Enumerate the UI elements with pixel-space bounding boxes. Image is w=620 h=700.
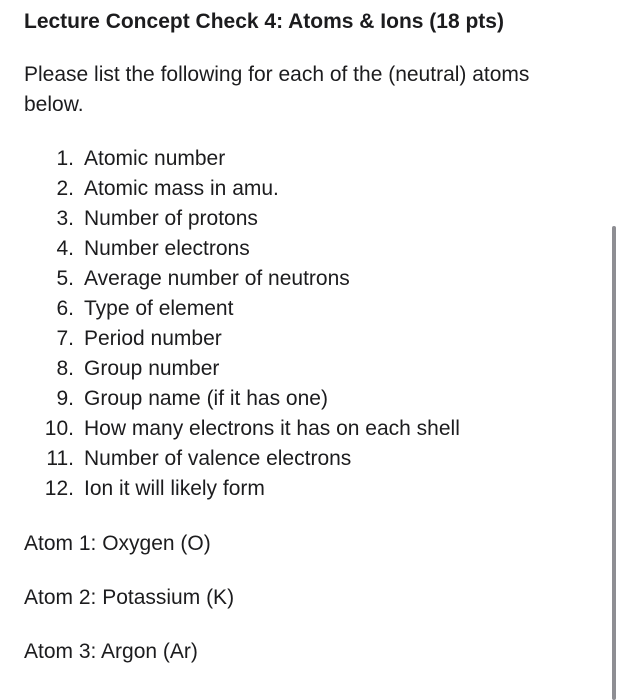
list-number: 8. xyxy=(56,357,74,380)
atom-1-heading: Atom 1: Oxygen (O) xyxy=(24,532,211,555)
list-text: Type of element xyxy=(84,297,234,320)
list-number: 4. xyxy=(56,237,74,260)
list-number: 6. xyxy=(56,297,74,320)
list-text: Average number of neutrons xyxy=(84,267,350,290)
list-text: How many electrons it has on each shell xyxy=(84,417,460,440)
list-number: 7. xyxy=(56,327,74,350)
list-text: Group number xyxy=(84,357,220,380)
vertical-scrollbar[interactable] xyxy=(612,226,616,700)
intro-text: Please list the following for each of the (neutral) atoms below. xyxy=(24,63,530,116)
list-item xyxy=(24,144,460,174)
list-number: 11. xyxy=(46,447,74,470)
list-item xyxy=(24,354,460,384)
list-item xyxy=(24,294,460,324)
question-list xyxy=(24,144,460,504)
list-number: 9. xyxy=(56,387,74,410)
page-title: Lecture Concept Check 4: Atoms & Ions (18 pts) xyxy=(24,10,504,33)
list-text: Number electrons xyxy=(84,237,250,260)
list-number: 10. xyxy=(44,417,74,440)
list-item xyxy=(24,474,460,504)
list-text: Period number xyxy=(84,327,222,350)
list-number: 12. xyxy=(44,477,74,500)
atom-2-heading: Atom 2: Potassium (K) xyxy=(24,586,235,609)
list-item xyxy=(24,204,460,234)
list-item xyxy=(24,384,460,414)
document-page xyxy=(24,0,594,700)
list-number: 1. xyxy=(56,147,74,170)
list-text: Group name (if it has one) xyxy=(84,387,328,410)
list-item xyxy=(24,174,460,204)
list-item xyxy=(24,234,460,264)
list-item xyxy=(24,264,460,294)
list-text: Number of valence electrons xyxy=(84,447,352,470)
list-number: 2. xyxy=(56,177,74,200)
list-number: 3. xyxy=(56,207,74,230)
list-number: 5. xyxy=(56,267,74,290)
atom-3-heading: Atom 3: Argon (Ar) xyxy=(24,640,198,663)
list-item xyxy=(24,444,460,474)
list-text: Ion it will likely form xyxy=(84,477,265,500)
list-text: Number of protons xyxy=(84,207,258,230)
list-item xyxy=(24,414,460,444)
list-text: Atomic mass in amu. xyxy=(84,177,279,200)
list-item xyxy=(24,324,460,354)
list-text: Atomic number xyxy=(84,147,226,170)
